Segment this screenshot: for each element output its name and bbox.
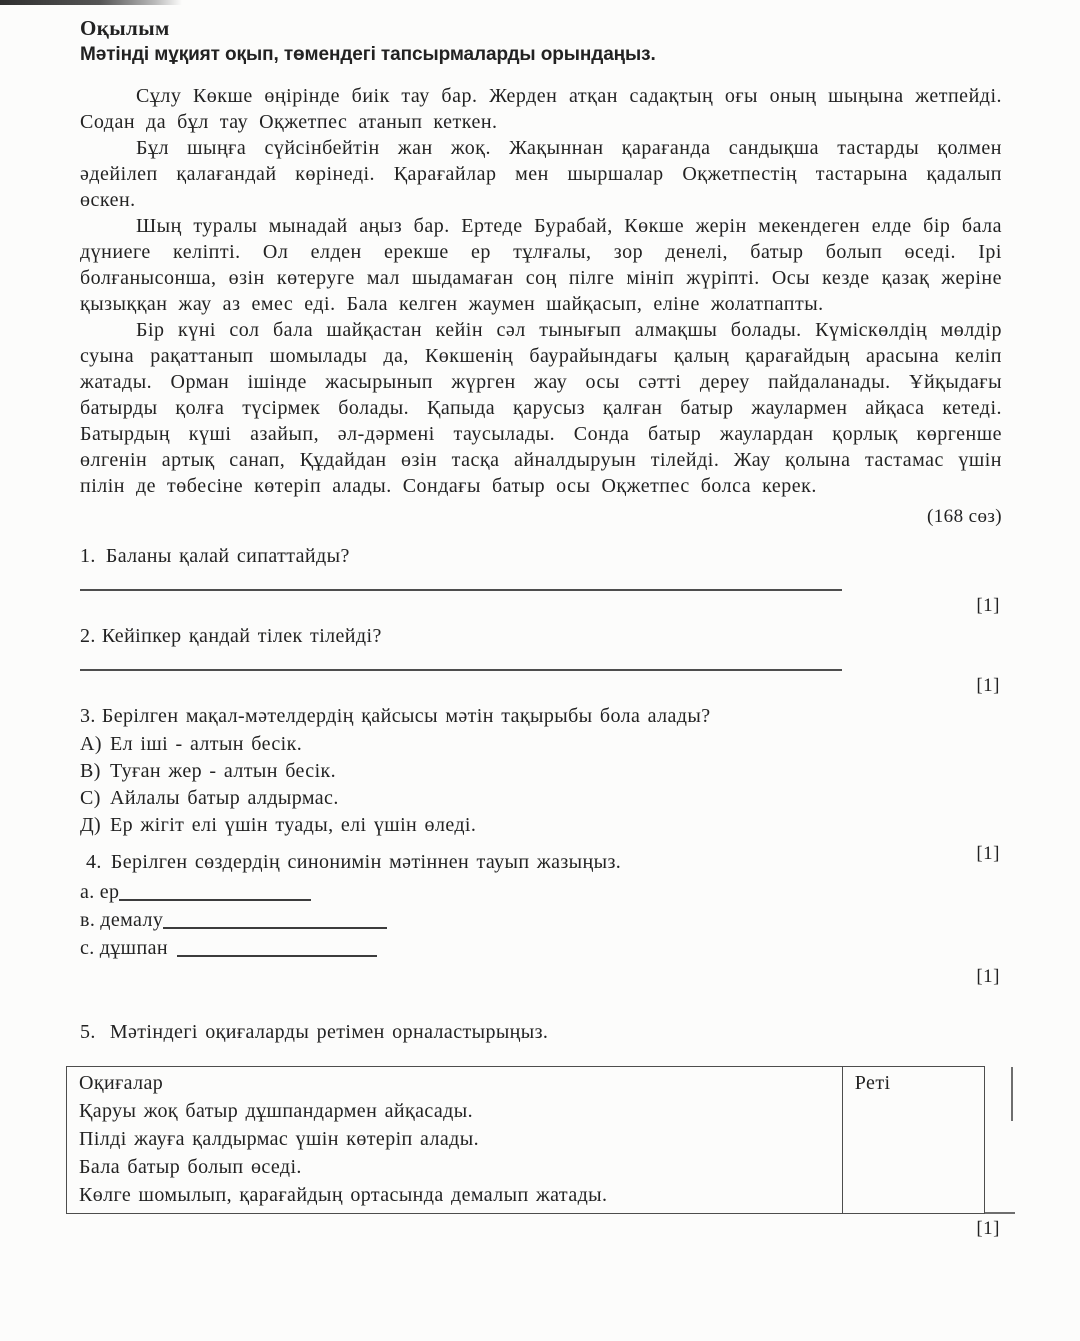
order-column bbox=[842, 1067, 984, 1214]
passage-paragraph: Бір күні сол бала шайқастан кейін сәл тынығып алмақшы болады. Күміскөлдің мөлдір суына рақаттанып шомылады да, Көкшенің баурайындағы қалың қарағайдың арасына келіп жатады. Орман ішінде жасырынып жүрген жау осы сәтті дереу пайдаланады. Ұйқыдағы батырды қолға түсірмек болады. Қапыда қарусыз қалған батыр жаулармен айқаса кетеді. Батырдың күші азайып, әл-дәрмені таусылады. Сонда батыр жаулардан қорлық көргенше өлгенін артық санап, Құдайдан өзін тасқа айналдыруын тілейді. Жау қолына тастамас үшін пілін де төбесіне көтеріп алады. Сондағы батыр осы Оқжетпес болса керек. bbox=[80, 319, 1002, 497]
question-4 bbox=[80, 849, 1002, 875]
question-2-text: Кейіпкер қандай тілек тілейді? bbox=[101, 625, 382, 647]
question-4-number: 4. bbox=[86, 851, 102, 873]
option-c-text: Айлалы батыр алдырмас. bbox=[110, 787, 339, 809]
mark-q5: [1] bbox=[976, 1218, 1000, 1239]
option-d-text: Ер жігіт елі үшін туады, елі үшін өледі. bbox=[110, 814, 477, 836]
table-header-order: Реті bbox=[854, 1072, 891, 1094]
item-a-word: ер bbox=[99, 881, 120, 903]
mark-q2: [1] bbox=[976, 675, 1000, 696]
question-4-items bbox=[80, 878, 1002, 962]
item-c-blank-line bbox=[177, 951, 377, 957]
option-c-label: С) bbox=[80, 787, 101, 809]
events-order-table bbox=[66, 1066, 985, 1214]
instruction-text: Мәтінді мұқият оқып, төмендегі тапсырмаларды орындаңыз. bbox=[80, 44, 656, 65]
item-b-label: в. bbox=[80, 909, 96, 931]
mark-q1: [1] bbox=[976, 595, 1000, 616]
option-a bbox=[80, 731, 1002, 758]
item-a-label: а. bbox=[80, 881, 95, 903]
item-c-word: дұшпан bbox=[99, 937, 168, 959]
item-c-label: с. bbox=[80, 937, 95, 959]
item-a-blank-line bbox=[119, 895, 311, 901]
question-3-options bbox=[80, 731, 1002, 839]
item-b-word: демалу bbox=[100, 909, 164, 931]
events-table-wrapper bbox=[66, 1066, 985, 1214]
option-b-label: В) bbox=[80, 760, 101, 782]
answer-line-q2 bbox=[80, 669, 842, 671]
option-b-text: Туған жер - алтын бесік. bbox=[110, 760, 337, 782]
scan-table-border-artifact bbox=[985, 1212, 1015, 1214]
synonym-item-a bbox=[80, 878, 1002, 906]
event-row-4: Көлге шомылып, қарағайдың ортасында демалып жатады. bbox=[79, 1184, 608, 1206]
question-3 bbox=[80, 703, 1002, 729]
option-c bbox=[80, 785, 1002, 812]
passage-paragraph: Бұл шыңға сүйсінбейтін жан жоқ. Жақыннан қарағанда сандықша тастарды қолмен әдейілеп қалағандай көрінеді. Қарағайлар мен шыршалар Оқжетпестің тастарына қадалып өскен. bbox=[80, 137, 1002, 211]
question-3-text: Берілген мақал-мәтелдердің қайсысы мәтін тақырыбы бола алады? bbox=[101, 705, 711, 727]
section-title: Оқылым bbox=[80, 16, 170, 40]
event-row-1: Қаруы жоқ батыр дұшпандармен айқасады. bbox=[79, 1100, 473, 1122]
question-5-text: Мәтіндегі оқиғаларды ретімен орналастырыңыз. bbox=[109, 1021, 549, 1043]
question-1 bbox=[80, 543, 1002, 569]
event-row-3: Бала батыр болып өседі. bbox=[79, 1156, 302, 1178]
event-row-2: Пілді жауға қалдырмас үшін көтеріп алады. bbox=[79, 1128, 479, 1150]
synonym-item-b bbox=[80, 906, 1002, 934]
item-b-blank-line bbox=[163, 923, 387, 929]
option-d bbox=[80, 812, 1002, 839]
question-2 bbox=[80, 623, 1002, 649]
mark-q4: [1] bbox=[976, 966, 1000, 987]
question-1-text: Баланы қалай сипаттайды? bbox=[105, 545, 350, 567]
table-header-events: Оқиғалар bbox=[79, 1072, 164, 1094]
scan-edge-artifact bbox=[0, 0, 182, 5]
question-1-number: 1. bbox=[80, 545, 96, 567]
option-a-label: А) bbox=[80, 733, 102, 755]
question-5-number: 5. bbox=[80, 1021, 96, 1043]
mark-q3: [1] bbox=[976, 843, 1000, 864]
synonym-item-c bbox=[80, 934, 1002, 962]
reading-passage bbox=[80, 83, 1002, 499]
page-content bbox=[80, 16, 1002, 1241]
option-b bbox=[80, 758, 1002, 785]
answer-line-q1 bbox=[80, 589, 842, 591]
word-count: (168 сөз) bbox=[927, 506, 1002, 527]
passage-paragraph: Сұлу Көкше өңірінде биік тау бар. Жерден атқан садақтың оғы оның шыңына жетпейді. Содан да бұл тау Оқжетпес атанып кеткен. bbox=[80, 85, 1002, 133]
question-2-number: 2. bbox=[80, 625, 96, 647]
events-column bbox=[67, 1067, 843, 1214]
question-5 bbox=[80, 1019, 1002, 1045]
question-4-text: Берілген сөздердің синонимін мәтіннен тауып жазыңыз. bbox=[110, 851, 622, 873]
option-d-label: Д) bbox=[80, 814, 102, 836]
option-a-text: Ел іші - алтын бесік. bbox=[110, 733, 303, 755]
question-3-number: 3. bbox=[80, 705, 96, 727]
passage-paragraph: Шың туралы мынадай аңыз бар. Ертеде Бурабай, Көкше жерін мекендеген елде бір бала дүниеге келіпті. Ол елден ерекше ер тұлғалы, зор денелі, батыр болып өседі. Ірі болғанысонша, өзін көтеруге мал шыдамаған соң пілге мініп жүріпті. Осы кезде қазақ жеріне қызыққан жау аз емес еді. Бала келген жаумен шайқасып, еліне жолатпапты. bbox=[80, 215, 1002, 315]
scan-table-line-artifact bbox=[1011, 1067, 1013, 1121]
table-header-row bbox=[67, 1067, 985, 1214]
